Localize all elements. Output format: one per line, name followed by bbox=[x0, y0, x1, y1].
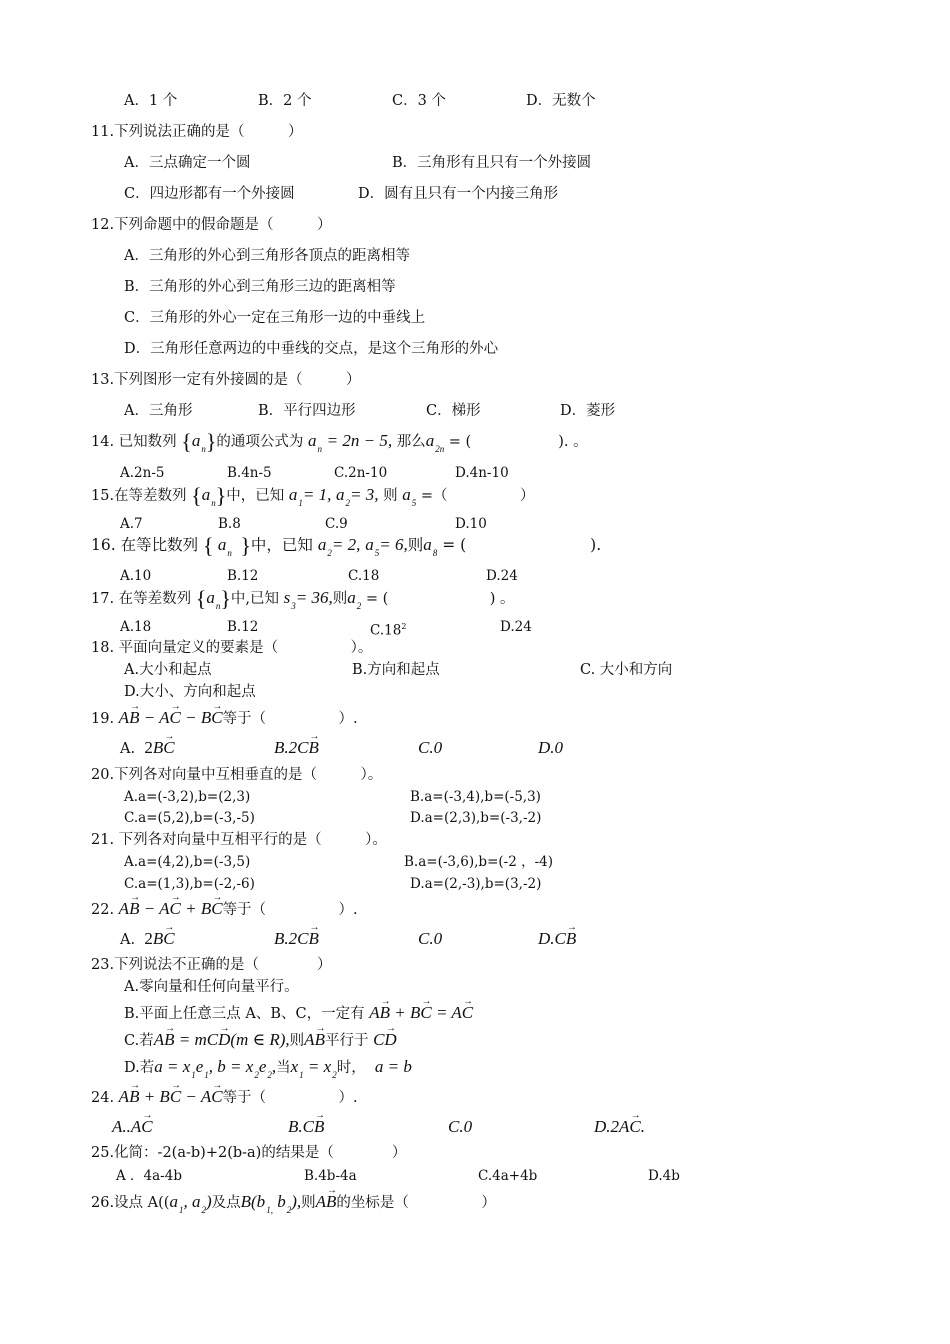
q22-stem: 22. A→ B − A→ C + B→ C等于（ ）. bbox=[91, 900, 358, 919]
q11-option-c: C．四边形都有一个外接圆 bbox=[124, 186, 295, 202]
q13-option-c: C．梯形 bbox=[426, 403, 481, 419]
q13-stem: 13.下列图形一定有外接圆的是（ ） bbox=[91, 372, 361, 388]
q17-option-b: B.12 bbox=[227, 619, 259, 635]
q25-stem: 25.化简：-2(a-b)+2(b-a)的结果是（ ） bbox=[91, 1145, 407, 1161]
q11-option-a: A．三点确定一个圆 bbox=[124, 155, 251, 171]
q10-option-a: A．1 个 bbox=[124, 93, 178, 109]
q21-option-b: B.a=(-3,6),b=(-2 ，-4) bbox=[404, 854, 554, 870]
q16-option-b: B.12 bbox=[227, 568, 259, 584]
q19-option-d: D.0 bbox=[538, 738, 564, 757]
q24-option-b: B.C→ B bbox=[288, 1118, 324, 1137]
q13-option-a: A．三角形 bbox=[124, 403, 193, 419]
q17-option-c: $C.18^2$ bbox=[370, 622, 407, 639]
q16-stem: 16. 在等比数列 { $a_n$ }中，已知 $a_2= 2$, $a_5= 6$,则$a_8$ = ( ). bbox=[91, 533, 602, 558]
q14-option-b: B.4n-5 bbox=[227, 465, 272, 481]
q23-option-d: D.若$a = x_1e_1$, $b = x_2e_2$,当$x_1 = x_2$时， a = b bbox=[124, 1057, 412, 1080]
q21-option-d: D.a=(2,-3),b=(3,-2) bbox=[410, 876, 542, 892]
q19-option-a: A. 2B→ C bbox=[120, 739, 175, 758]
q16-option-c: C.18 bbox=[348, 568, 380, 584]
q25-option-b: B.4b-4a bbox=[304, 1168, 357, 1184]
q12-option-d: D．三角形任意两边的中垂线的交点，是这个三角形的外心 bbox=[124, 341, 499, 357]
q14-option-d: D.4n-10 bbox=[455, 465, 509, 481]
q22-option-c: C.0 bbox=[418, 929, 443, 948]
q20-option-d: D.a=(2,3),b=(-3,-2) bbox=[410, 810, 542, 826]
q16-option-d: D.24 bbox=[486, 568, 518, 584]
q14-option-a: A.2n-5 bbox=[120, 465, 165, 481]
q15-option-c: C.9 bbox=[325, 516, 348, 532]
q10-option-d: D．无数个 bbox=[526, 93, 596, 109]
q24-stem: 24. A→ B + B→ C − A→ C等于（ ）. bbox=[91, 1088, 358, 1107]
q10-option-c: C．3 个 bbox=[392, 93, 446, 109]
q14-stem: 14. 已知数列 $\{a_n\}$的通项公式为 $a_n = 2n - 5$, 那么$a_{2n}$ = ( ). 。 bbox=[91, 429, 588, 454]
q18-option-a: A.大小和起点 bbox=[124, 662, 212, 678]
q25-option-c: C.4a+4b bbox=[478, 1168, 538, 1184]
q25-option-d: D.4b bbox=[648, 1168, 680, 1184]
q22-option-d: D.C→ B bbox=[538, 930, 576, 949]
q12-option-b: B．三角形的外心到三角形三边的距离相等 bbox=[124, 279, 396, 295]
q22-option-a: A. 2B→ C bbox=[120, 930, 175, 949]
q17-stem: 17. 在等差数列 $\{a_n\}$中,已知 $s_3= 36$,则$a_2$ = ( ) 。 bbox=[91, 586, 515, 611]
q10-option-b: B．2 个 bbox=[258, 93, 312, 109]
q19-option-c: C.0 bbox=[418, 738, 443, 757]
q15-option-d: D.10 bbox=[455, 516, 487, 532]
q18-option-c: C. 大小和方向 bbox=[580, 662, 673, 678]
q23-stem: 23.下列说法不正确的是（ ） bbox=[91, 957, 332, 973]
q24-option-a: A..A→ C bbox=[112, 1118, 153, 1137]
q18-option-b: B.方向和起点 bbox=[352, 662, 440, 678]
q26-stem: 26.设点 $A((a_1$, $a_2$)及点$B(b_{1,}$ $b_2$),则A→ B的坐标是（ ） bbox=[91, 1193, 496, 1219]
q13-option-d: D．菱形 bbox=[560, 403, 616, 419]
q21-option-c: C.a=(1,3),b=(-2,-6) bbox=[124, 876, 255, 892]
q11-option-b: B．三角形有且只有一个外接圆 bbox=[392, 155, 592, 171]
q21-stem: 21. 下列各对向量中互相平行的是（ ）。 bbox=[91, 832, 387, 848]
q20-stem: 20.下列各对向量中互相垂直的是（ ）。 bbox=[91, 767, 383, 783]
q13-option-b: B．平行四边形 bbox=[258, 403, 356, 419]
q14-option-c: C.2n-10 bbox=[334, 465, 388, 481]
q15-option-a: A.7 bbox=[120, 516, 143, 532]
q19-option-b: B.2C→ B bbox=[274, 739, 319, 758]
q17-option-d: D.24 bbox=[500, 619, 532, 635]
q18-option-d: D.大小、方向和起点 bbox=[124, 684, 256, 700]
q24-option-d: D.2A→ C. bbox=[594, 1118, 645, 1137]
q23-option-a: A.零向量和任何向量平行。 bbox=[124, 979, 299, 995]
q22-option-b: B.2C→ B bbox=[274, 930, 319, 949]
q15-option-b: B.8 bbox=[218, 516, 241, 532]
q23-option-b: B.平面上任意三点 A、B、C，一定有 A→ B + B→ C = A→ C bbox=[124, 1004, 473, 1023]
q11-stem: 11.下列说法正确的是（ ） bbox=[91, 124, 303, 140]
q16-option-a: A.10 bbox=[120, 568, 152, 584]
q23-option-c: C.若A→ B = mC→ D(m ∈ R),则A→ B平行于 C→ D bbox=[124, 1031, 397, 1050]
q21-option-a: A.a=(4,2),b=(-3,5) bbox=[124, 854, 251, 870]
q20-option-a: A.a=(-3,2),b=(2,3) bbox=[124, 789, 251, 805]
q12-option-c: C．三角形的外心一定在三角形一边的中垂线上 bbox=[124, 310, 426, 326]
q11-option-d: D．圆有且只有一个内接三角形 bbox=[358, 186, 559, 202]
q20-option-b: B.a=(-3,4),b=(-5,3) bbox=[410, 789, 541, 805]
q12-stem: 12.下列命题中的假命题是（ ） bbox=[91, 217, 332, 233]
q12-option-a: A．三角形的外心到三角形各顶点的距离相等 bbox=[124, 248, 410, 264]
q19-stem: 19. A→ B − A→ C − B→ C等于（ ）. bbox=[91, 709, 358, 728]
q15-stem: 15.在等差数列 $\{a_n\}$中，已知 $a_1= 1$, $a_2= 3$, 则 $a_5$ =（ ） bbox=[91, 483, 535, 508]
q25-option-a: A ．4a-4b bbox=[116, 1168, 182, 1184]
q18-stem: 18. 平面向量定义的要素是（ ）。 bbox=[91, 640, 373, 656]
q24-option-c: C.0 bbox=[448, 1117, 473, 1136]
q17-option-a: A.18 bbox=[120, 619, 152, 635]
q20-option-c: C.a=(5,2),b=(-3,-5) bbox=[124, 810, 255, 826]
